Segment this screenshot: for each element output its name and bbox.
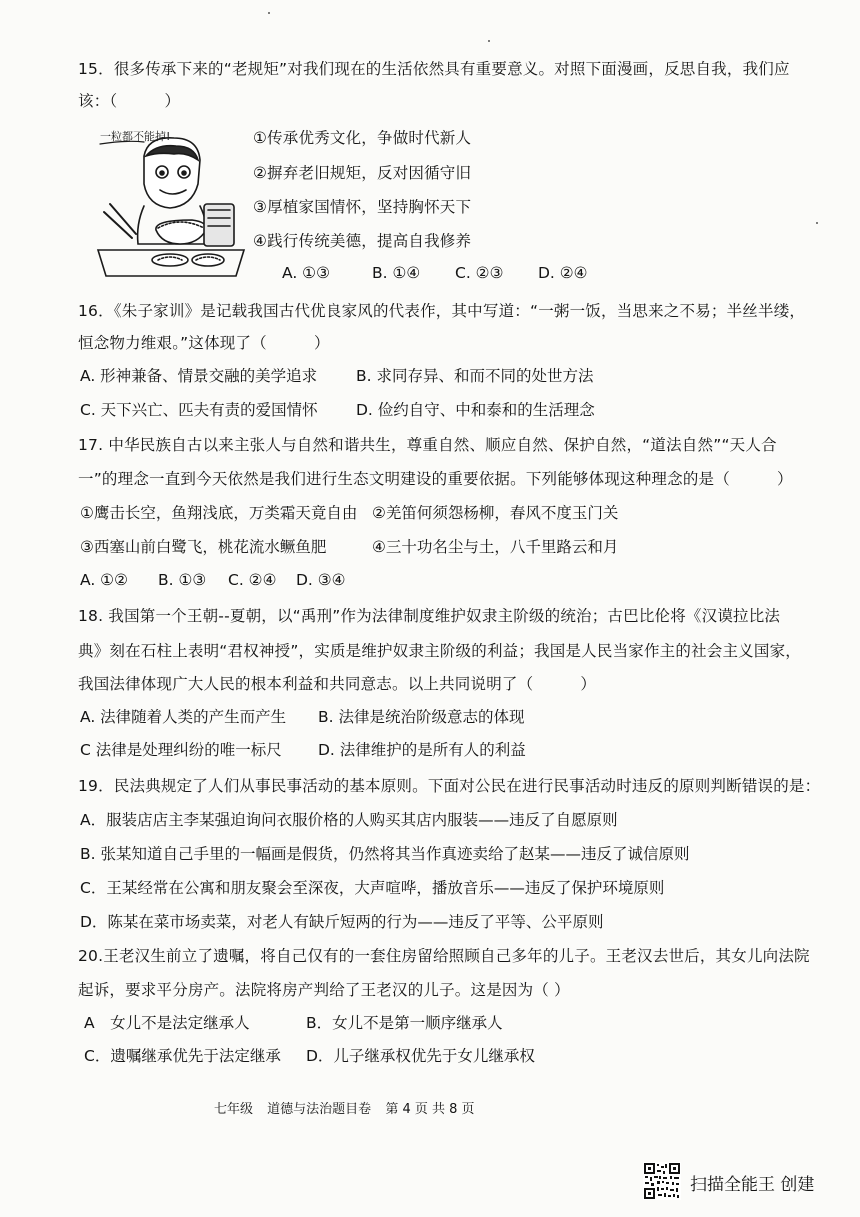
q18-option-b: B. 法律是统治阶级意志的体现 xyxy=(318,708,525,726)
q18-option-c: C 法律是处理纠纷的唯一标尺 xyxy=(80,741,282,759)
q15-item-3: ③厚植家国情怀，坚持胸怀天下 xyxy=(253,198,472,216)
scan-speck xyxy=(488,40,490,42)
q19-stem-line1: 19．民法典规定了人们从事民事活动的基本原则。下面对公民在进行民事活动时违反的原则判断错误的是： xyxy=(78,777,821,795)
q17-item-4: ④三十功名尘与土，八千里路云和月 xyxy=(372,538,619,556)
q19-option-c: C．王某经常在公寓和朋友聚会至深夜，大声喧哗，播放音乐——违反了保护环境原则 xyxy=(80,879,665,897)
q18-stem-line1: 18. 我国第一个王朝--夏朝，以“禹刑”作为法律制度维护奴隶主阶级的统治；古巴比伦将《汉谟拉比法 xyxy=(78,607,781,625)
q16-option-b: B. 求同存异、和而不同的处世方法 xyxy=(356,367,594,385)
q17-option-d: D. ③④ xyxy=(296,571,346,589)
q18-option-a: A. 法律随着人类的产生而产生 xyxy=(80,708,287,726)
q19-option-b: B. 张某知道自己手里的一幅画是假货，仍然将其当作真迹卖给了赵某——违反了诚信原则 xyxy=(80,845,690,863)
page-footer xyxy=(214,1098,485,1117)
scanner-brand-label: 扫描全能王 创建 xyxy=(690,1175,815,1195)
q15-stem-line1: 15．很多传承下来的“老规矩”对我们现在的生活依然具有重要意义。对照下面漫画，反思自我，我们应 xyxy=(78,60,790,78)
q18-option-d: D. 法律维护的是所有人的利益 xyxy=(318,741,526,759)
q20-stem-line2: 起诉，要求平分房产。法院将房产判给了王老汉的儿子。这是因为（ ） xyxy=(78,981,570,999)
q20-option-d: D．儿子继承权优先于女儿继承权 xyxy=(306,1047,535,1065)
q16-option-a: A. 形神兼备、情景交融的美学追求 xyxy=(80,367,318,385)
q16-option-c: C. 天下兴亡、匹夫有责的爱国情怀 xyxy=(80,401,318,419)
q15-item-1: ①传承优秀文化，争做时代新人 xyxy=(253,129,472,147)
q17-item-1: ①鹰击长空，鱼翔浅底，万类霜天竟自由 xyxy=(80,504,358,522)
scanner-watermark xyxy=(643,1162,843,1202)
q20-option-b: B．女儿不是第一顺序继承人 xyxy=(306,1014,503,1032)
scan-speck xyxy=(816,222,818,224)
q18-stem-line3: 我国法律体现广大人民的根本利益和共同意志。以上共同说明了（ ） xyxy=(78,675,597,693)
q17-stem-line2: 一”的理念一直到今天依然是我们进行生态文明建设的重要依据。下列能够体现这种理念的是（ ） xyxy=(78,470,793,488)
q17-option-a: A. ①② xyxy=(80,571,128,589)
q15-item-4: ④践行传统美德，提高自我修养 xyxy=(253,232,472,250)
q16-option-d: D. 俭约自守、中和泰和的生活理念 xyxy=(356,401,595,419)
footer-grade: 七年级 xyxy=(214,1102,254,1117)
q16-stem-line1: 16．《朱子家训》是记载我国古代优良家风的代表作，其中写道：“一粥一饭，当思来之不易；半丝半缕， xyxy=(78,302,806,320)
q17-item-2: ②羌笛何须怨杨柳，春风不度玉门关 xyxy=(372,504,619,522)
q19-option-a: A．服装店店主李某强迫询问衣服价格的人购买其店内服装——违反了自愿原则 xyxy=(80,811,618,829)
qr-code-icon xyxy=(643,1162,681,1200)
cartoon-caption: 一粒都不能掉! xyxy=(100,130,171,143)
q16-stem-line2: 恒念物力维艰。”这体现了（ ） xyxy=(78,334,330,352)
q20-option-a: A 女儿不是法定继承人 xyxy=(84,1014,250,1032)
q15-stem-line2: 该：（ ） xyxy=(78,92,181,110)
q17-option-b: B. ①③ xyxy=(158,571,207,589)
q18-stem-line2: 典》刻在石柱上表明“君权神授”，实质是维护奴隶主阶级的利益；我国是人民当家作主的社会主义国家， xyxy=(78,642,801,660)
q20-stem-line1: 20.王老汉生前立了遗嘱，将自己仅有的一套住房留给照顾自己多年的儿子。王老汉去世后，其女儿向法院 xyxy=(78,947,810,965)
cartoon-boy-eating-illustration xyxy=(96,126,246,278)
q17-item-3: ③西塞山前白鹭飞，桃花流水鳜鱼肥 xyxy=(80,538,327,556)
q20-option-c: C．遗嘱继承优先于法定继承 xyxy=(84,1047,281,1065)
footer-title: 道德与法治题目卷 xyxy=(267,1102,372,1117)
footer-page-number: 第 4 页 共 8 页 xyxy=(385,1102,475,1117)
q17-option-c: C. ②④ xyxy=(228,571,277,589)
q15-option-c: C. ②③ xyxy=(455,264,504,282)
q19-option-d: D．陈某在菜市场卖菜，对老人有缺斤短两的行为——违反了平等、公平原则 xyxy=(80,913,604,931)
q15-option-d: D. ②④ xyxy=(538,264,588,282)
scan-speck xyxy=(268,12,270,14)
q17-stem-line1: 17. 中华民族自古以来主张人与自然和谐共生，尊重自然、顺应自然、保护自然，“道法自然”“天人合 xyxy=(78,436,777,454)
q15-option-b: B. ①④ xyxy=(372,264,421,282)
q15-item-2: ②摒弃老旧规矩，反对因循守旧 xyxy=(253,164,472,182)
q15-option-a: A. ①③ xyxy=(282,264,330,282)
